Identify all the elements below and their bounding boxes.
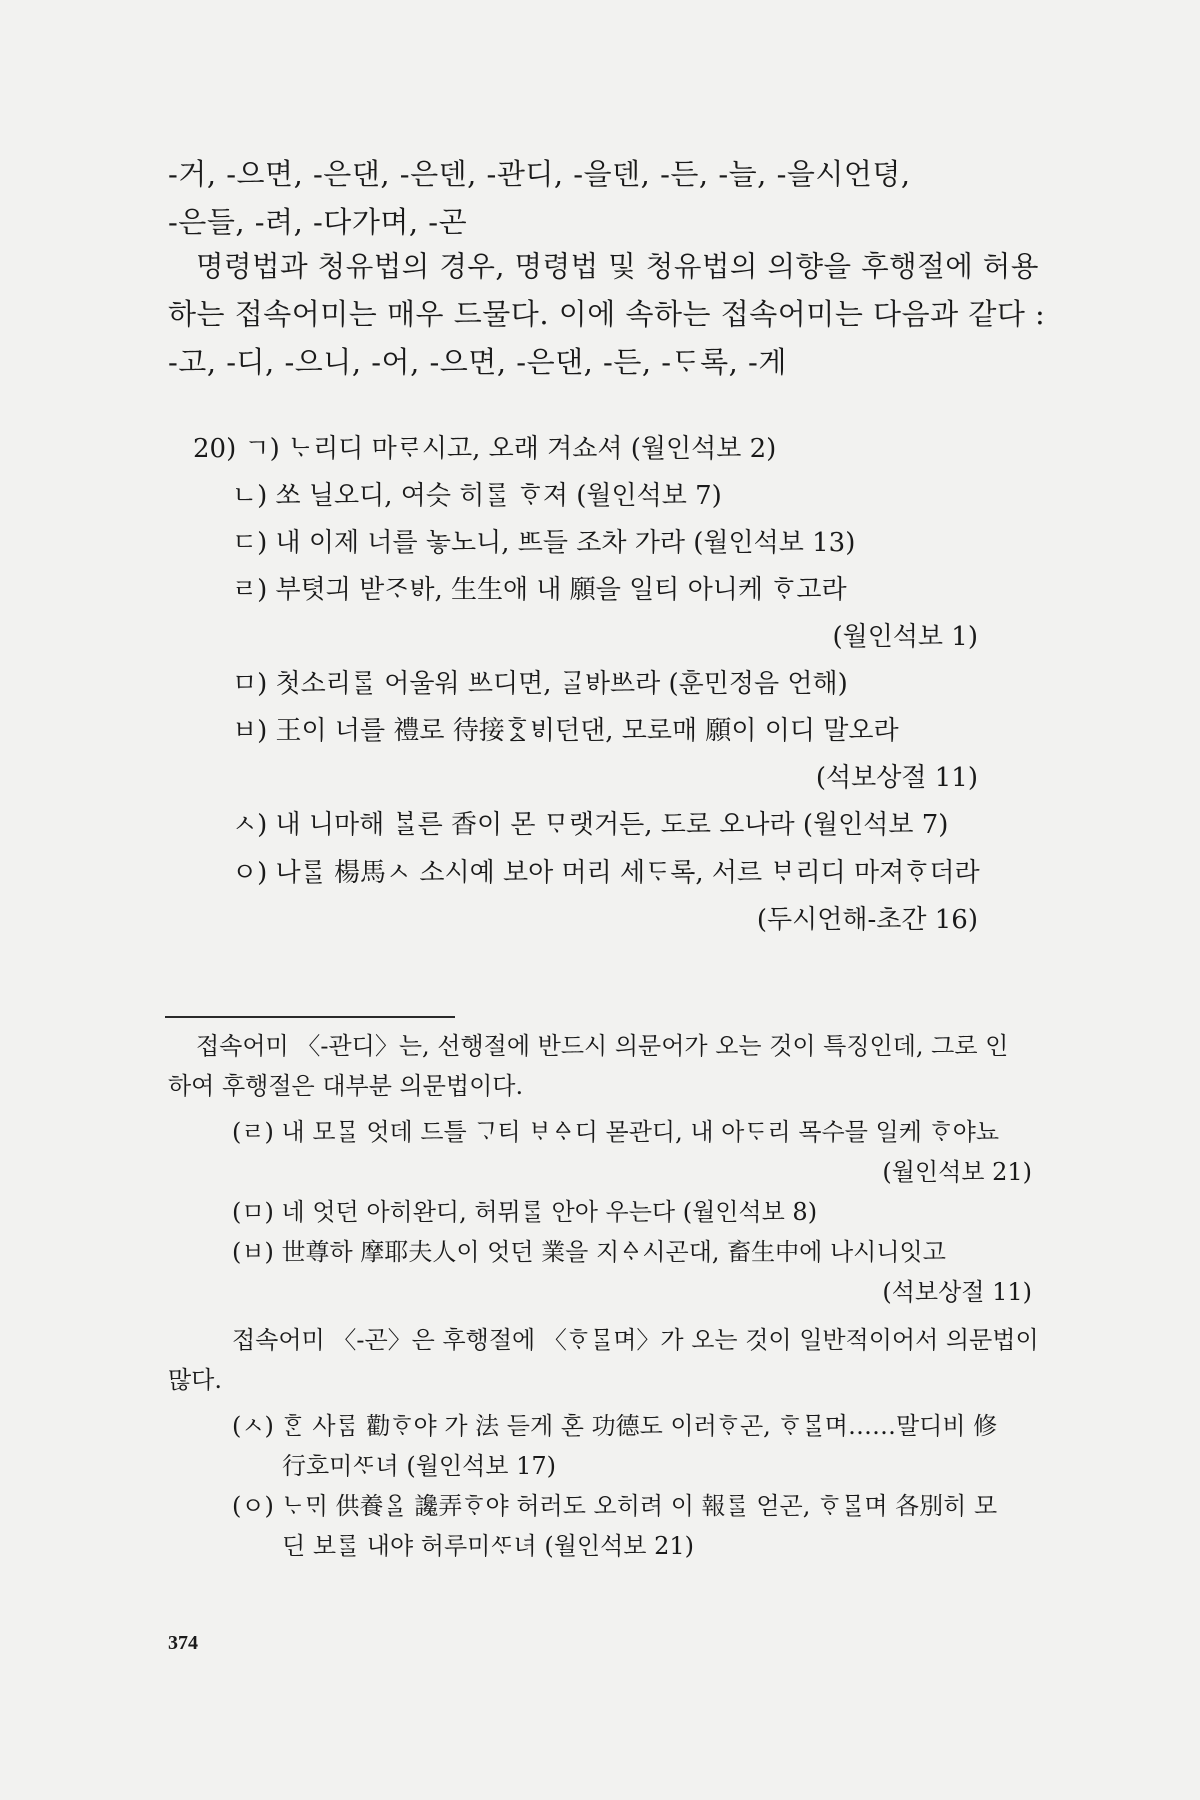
footnote-example-bieup-source: (석보상절 11): [882, 1278, 1032, 1306]
example-20-h-source: (두시언해-초간 16): [756, 905, 978, 935]
footnote-para-1-line-2: 하여 후행절은 대부분 의문법이다.: [168, 1072, 524, 1100]
example-20-b: ㄴ) 쏘 닐오디, 여슷 히ᄅᆞᆯ ᄒᆞ져 (월인석보 7): [232, 481, 722, 511]
footnote-para-1-line-1: 접속어미 〈-관디〉는, 선행절에 반드시 의문어가 오는 것이 특징인데, 그로 인: [196, 1032, 1009, 1060]
footnote-example-siot-line-1: (ㅅ) ᄒᆞᆫ 사ᄅᆞᆷ 勸ᄒᆞ야 가 法 듣게 혼 功德도 이러ᄒᆞ곤, ᄒᆞᄆᆞᆯ며……말디비 修: [232, 1412, 998, 1440]
footnote-example-ieung-line-1: (ㅇ) ᄂᆞᄆᆡ 供養ᄋᆞᆯ 讒弄ᄒᆞ야 허러도 오히려 이 報ᄅᆞᆯ 얻곤, ᄒᆞᄆᆞᆯ며 各別히 모: [232, 1492, 998, 1520]
footnote-divider: [165, 1016, 455, 1018]
endings-list-line-1: -거, -으면, -은댄, -은덴, -관디, -을덴, -든, -늘, -을시언뎡,: [168, 157, 911, 191]
example-20-f: ㅂ) 王이 너를 禮로 待接ᄒᆞᇫᄫᅵ던댄, 모로매 願이 이디 말오라: [232, 716, 899, 746]
footnote-example-mieum: (ㅁ) 네 엇던 아히완디, 허뮈ᄅᆞᆯ 안아 우는다 (월인석보 8): [232, 1198, 818, 1226]
paragraph-line-2: 하는 접속어미는 매우 드물다. 이에 속하는 접속어미는 다음과 같다 :: [168, 297, 1046, 331]
paragraph-line-1: 명령법과 청유법의 경우, 명령법 및 청유법의 의향을 후행절에 허용: [196, 250, 1039, 283]
example-20-h: ㅇ) 나ᄅᆞᆯ 楊馬ㅅ 소시예 보아 머리 세ᄃᆞ록, 서르 ᄇᆞ리디 마져ᄒᆞ더라: [232, 858, 980, 888]
example-20-g: ㅅ) 내 니마해 ᄇᆞᆯ른 香이 몬 ᄆᆞ랫거든, 도로 오나라 (월인석보 7): [232, 810, 949, 840]
footnote-para-2-line-1: 접속어미 〈-곤〉은 후행절에 〈ᄒᆞᄆᆞᆯ며〉가 오는 것이 일반적이어서 의문법이: [232, 1326, 1039, 1354]
footnote-example-siot-line-2: 行호미ᄯᆞ녀 (월인석보 17): [282, 1452, 556, 1480]
footnote-example-rieul-source: (월인석보 21): [882, 1158, 1032, 1186]
footnote-para-2-line-2: 많다.: [168, 1366, 222, 1394]
example-20-a: 20) ㄱ) ᄂᆞ리디 마ᄅᆞ시고, 오래 겨쇼셔 (월인석보 2): [193, 434, 777, 464]
example-20-e: ㅁ) 첫소리ᄅᆞᆯ 어울워 ᄡᅳ디면, ᄀᆞᆯᄫᅡᄡᅳ라 (훈민정음 언해): [232, 669, 848, 699]
page-number: 374: [168, 1632, 198, 1654]
example-20-c: ㄷ) 내 이제 너를 놓노니, ᄠᅳ들 조차 가라 (월인석보 13): [232, 528, 856, 558]
endings-list-line-2: -은들, -려, -다가며, -곤: [168, 205, 468, 239]
example-20-f-source: (석보상절 11): [815, 763, 978, 793]
example-20-d-source: (월인석보 1): [832, 622, 978, 652]
example-20-d: ㄹ) 부텻긔 받ᄌᆞᄫᅡ, 生生애 내 願을 일티 아니케 ᄒᆞ고라: [232, 575, 847, 605]
endings-list-line-3: -고, -디, -으니, -어, -으면, -은댄, -든, -ᄃᆞ록, -게: [168, 345, 787, 379]
footnote-example-bieup: (ㅂ) 世尊하 摩耶夫人이 엇던 業을 지ᅀᆞ시곤대, 畜生中에 나시니잇고: [232, 1238, 946, 1266]
footnote-example-ieung-line-2: 딘 보ᄅᆞᆯ 내야 허루미ᄯᆞ녀 (월인석보 21): [282, 1532, 694, 1560]
footnote-example-rieul: (ㄹ) 내 모ᄆᆞᆯ 엇데 드틀 ᄀᆞ티 ᄇᆞᅀᆞ디 몯관디, 내 아ᄃᆞ리 목수믈 일케 ᄒᆞ야뇨: [232, 1118, 1000, 1146]
